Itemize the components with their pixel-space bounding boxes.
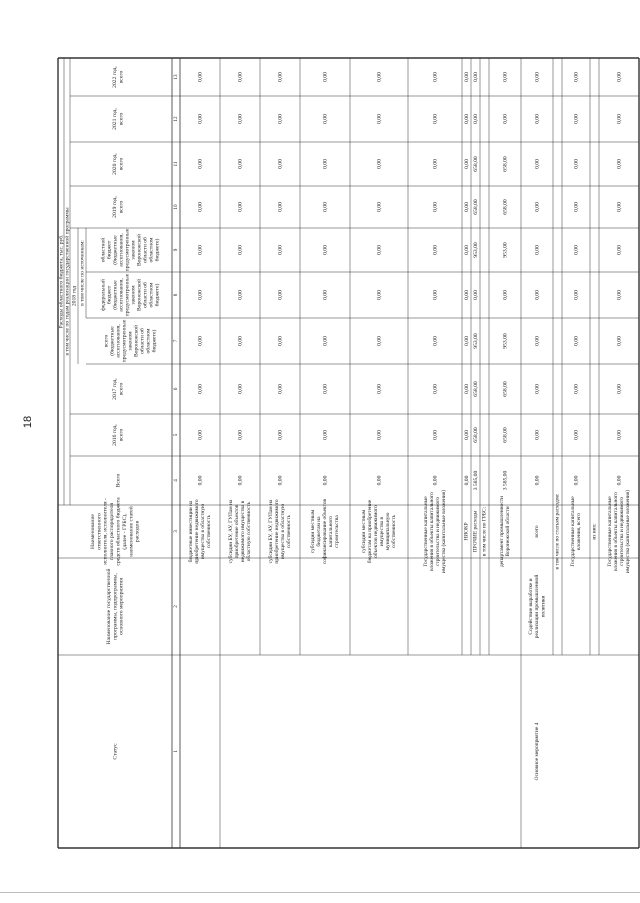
column-number: 5: [173, 433, 180, 437]
header-col7: Воронежской: [133, 324, 140, 358]
header-executor: Наименование: [89, 514, 96, 549]
header-year-2018: 2018 год: [71, 285, 78, 307]
page-number: 18: [22, 415, 34, 429]
header-col7: законом: [127, 331, 134, 351]
row-label: вложения, всего: [576, 513, 583, 550]
header-col9: областной: [100, 237, 107, 263]
row-value: 0,00: [277, 202, 284, 212]
column-number: 1: [173, 750, 180, 753]
row-value: 0,00: [616, 336, 623, 346]
header-col8: федеральный: [100, 279, 107, 311]
row-label: строительства и недвижимого: [619, 496, 626, 567]
header-executor: наименование статей: [128, 506, 135, 557]
header-col8: законом: [130, 285, 137, 305]
row-value: 0,00: [277, 290, 284, 300]
row-value: 0,00: [502, 114, 509, 124]
column-number: 9: [173, 248, 180, 252]
row-value: 0,00: [237, 290, 244, 300]
header-col7: предусмотренные: [121, 319, 128, 363]
row-value: 0,00: [502, 290, 509, 300]
row-label: субсидии местным: [310, 509, 317, 554]
row-label: всего: [534, 525, 541, 538]
row-value: 0,00: [237, 336, 244, 346]
row-label: субсидии БУ, АУ, ГУПам на: [268, 499, 275, 564]
row-value: 0,00: [534, 159, 541, 169]
row-value: 0,00: [573, 159, 580, 169]
row-value: 0,00: [534, 475, 541, 486]
row-value: 0,00: [534, 430, 541, 440]
row-label: в том числе по статьям расходов:: [554, 493, 561, 570]
row-label: вложения в объекты капитального: [429, 492, 436, 571]
row-value: 0,00: [573, 72, 580, 82]
row-value: 0,00: [534, 290, 541, 300]
row-value: 0,00: [616, 114, 623, 124]
row-value: 0,00: [237, 202, 244, 212]
row-value: 0,00: [376, 336, 383, 346]
row-value: 0,00: [534, 72, 541, 82]
header-2019: всего: [118, 200, 125, 214]
header-col7: областном: [145, 328, 152, 354]
header-col8: бюджете): [154, 283, 161, 307]
row-value: 658,00: [502, 381, 509, 397]
header-2020: всего: [118, 157, 125, 171]
row-value: 658,00: [502, 156, 509, 172]
row-label: объектов недвижимого: [373, 505, 380, 558]
row-value: 0,00: [237, 114, 244, 124]
column-number: 12: [173, 116, 180, 122]
row-value: 0,00: [277, 72, 284, 82]
row-value: 0,00: [197, 159, 204, 169]
row-program: реализации промышленной: [534, 574, 541, 639]
header-group-top: Расходы областного бюджета, тыс. руб.: [58, 234, 65, 329]
header-2021: 2021 год,: [112, 108, 119, 130]
row-label: имущества в: [379, 516, 386, 547]
row-value: 0,00: [376, 245, 383, 255]
row-label: строительства: [334, 515, 341, 548]
row-value: 0,00: [432, 202, 439, 212]
row-label: муниципальную: [385, 512, 392, 551]
header-col8: областном: [148, 282, 155, 308]
row-label: департамент промышленности: [499, 496, 506, 567]
header-col9: бюджете): [154, 238, 161, 262]
row-value: 0,00: [463, 475, 470, 486]
row-label: приобретение недвижимого: [274, 499, 281, 564]
row-value: 3 585,00: [472, 470, 479, 491]
row-value: 0,00: [277, 430, 284, 440]
header-col9: бюджет: [106, 240, 113, 260]
row-value: 0,00: [534, 336, 541, 346]
row-value: 0,00: [573, 336, 580, 346]
row-value: 953,00: [502, 333, 509, 349]
row-label: имущества в областную: [200, 503, 207, 560]
column-number: 6: [173, 387, 180, 391]
row-label: строительства и недвижимого: [435, 496, 442, 567]
row-label: недвижимого имущества в: [240, 500, 247, 563]
row-value: 0,00: [463, 159, 470, 169]
row-value: 0,00: [322, 430, 329, 440]
header-2020: 2020 год,: [112, 153, 119, 175]
row-value: 0,00: [197, 475, 204, 486]
row-value: 0,00: [616, 290, 623, 300]
row-value: 0,00: [197, 290, 204, 300]
row-label: бюджетам на приобретение: [367, 499, 374, 564]
row-label: имущества (капитальные вложения): [625, 489, 632, 574]
header-program: программы, подпрограммы,: [112, 573, 119, 640]
column-number: 13: [173, 74, 180, 80]
row-label: Государственные капитальные: [570, 496, 577, 567]
row-label: приобретение объектов: [234, 504, 241, 559]
row-value: 0,00: [277, 475, 284, 486]
row-label: софинансирование объектов: [322, 498, 329, 565]
column-number: 4: [173, 479, 180, 482]
row-value: 0,00: [322, 72, 329, 82]
row-value: 0,00: [197, 202, 204, 212]
row-program: Содействие выработке и: [527, 578, 534, 635]
row-label: субсидии БУ, АУ, ГУПам на: [228, 499, 235, 564]
header-executor: средств областного бюджета: [115, 497, 122, 566]
row-value: 0,00: [463, 430, 470, 440]
row-value: 0,00: [573, 114, 580, 124]
row-label: бюджетные инвестиции на: [188, 500, 195, 563]
header-group-sub: в том числе по годам реализации государственной программы: [64, 207, 71, 356]
row-value: 0,00: [322, 290, 329, 300]
row-value: 953,00: [472, 242, 479, 258]
row-label: из них:: [591, 523, 598, 540]
row-value: 658,00: [472, 381, 479, 397]
header-col8: ассигнования,: [118, 278, 125, 312]
header-col9: (бюджетные: [112, 235, 119, 265]
row-value: 0,00: [616, 72, 623, 82]
header-col8: бюджет: [106, 285, 113, 305]
row-value: 0,00: [197, 430, 204, 440]
row-value: 0,00: [432, 475, 439, 486]
row-value: 0,00: [616, 430, 623, 440]
header-col8: предусмотренные: [124, 273, 131, 317]
row-value: 0,00: [432, 114, 439, 124]
row-label: собственность: [286, 514, 293, 549]
row-value: 0,00: [322, 475, 329, 486]
row-value: 0,00: [237, 430, 244, 440]
header-col9: ассигнования,: [118, 233, 125, 267]
row-label: субсидии местным: [361, 509, 368, 554]
row-value: 0,00: [277, 245, 284, 255]
row-value: 0,00: [463, 202, 470, 212]
row-label: Государственные капитальные: [607, 496, 614, 567]
row-value: 0,00: [573, 290, 580, 300]
row-label: приобретение недвижимого: [194, 499, 201, 564]
row-value: 0,00: [432, 72, 439, 82]
row-value: 0,00: [237, 159, 244, 169]
row-value: 0,00: [534, 245, 541, 255]
row-value: 0,00: [463, 245, 470, 255]
row-label: имущества в областную: [280, 503, 287, 560]
row-value: 0,00: [534, 202, 541, 212]
row-value: 0,00: [376, 384, 383, 394]
row-value: 0,00: [197, 384, 204, 394]
row-label: в том числе по ГРБС:: [481, 506, 488, 557]
row-program: политики: [540, 595, 547, 618]
header-col7: ассигнования,: [115, 324, 122, 358]
header-col7: области об: [139, 328, 146, 354]
row-value: 0,00: [534, 114, 541, 124]
row-value: 0,00: [432, 159, 439, 169]
header-executor: главного распорядителя: [109, 502, 116, 561]
header-2022: всего: [118, 70, 125, 84]
row-label: собственность: [391, 514, 398, 549]
row-label: собственность: [206, 514, 213, 549]
row-value: 658,00: [502, 427, 509, 443]
row-label: бюджетам на: [316, 516, 323, 547]
row-value: 0,00: [463, 290, 470, 300]
row-value: 658,00: [472, 427, 479, 443]
row-value: 0,00: [573, 245, 580, 255]
row-value: 3 585,00: [502, 470, 509, 491]
row-value: 0,00: [376, 159, 383, 169]
header-col7: (бюджетные: [109, 326, 116, 356]
header-2016: 2016 год,: [112, 424, 119, 446]
row-value: 0,00: [432, 430, 439, 440]
row-value: 0,00: [616, 202, 623, 212]
column-number: 8: [173, 293, 180, 297]
row-value: 658,00: [472, 156, 479, 172]
row-value: 0,00: [322, 384, 329, 394]
header-2021: всего: [118, 112, 125, 126]
header-col7: всего: [103, 334, 110, 348]
row-value: 0,00: [322, 202, 329, 212]
header-executor: исполнителя, исполнителя -: [102, 498, 109, 565]
row-value: 0,00: [237, 72, 244, 82]
row-value: 0,00: [616, 245, 623, 255]
row-label: капитального: [328, 516, 335, 547]
row-value: 953,00: [472, 333, 479, 349]
row-value: 0,00: [463, 336, 470, 346]
row-value: 953,00: [502, 242, 509, 258]
row-value: 0,00: [376, 72, 383, 82]
row-label: НИОКР: [463, 522, 470, 541]
header-program: Наименование государственной: [105, 568, 112, 645]
row-value: 0,00: [197, 245, 204, 255]
header-total: Всего: [115, 473, 122, 488]
row-value: 0,00: [463, 384, 470, 394]
row-value: 0,00: [472, 72, 479, 82]
header-2016: всего: [118, 428, 125, 442]
row-value: 0,00: [376, 114, 383, 124]
row-value: 0,00: [463, 72, 470, 82]
row-value: 0,00: [573, 202, 580, 212]
row-value: 0,00: [432, 336, 439, 346]
row-value: 0,00: [237, 384, 244, 394]
row-value: 0,00: [376, 202, 383, 212]
row-value: 658,00: [502, 199, 509, 215]
row-value: 0,00: [463, 114, 470, 124]
row-label: Государственные капитальные: [423, 496, 430, 567]
row-value: 0,00: [322, 245, 329, 255]
row-value: 0,00: [472, 114, 479, 124]
row-value: 0,00: [322, 336, 329, 346]
row-value: 0,00: [502, 72, 509, 82]
header-executor: ответственного: [96, 513, 103, 550]
row-value: 0,00: [534, 384, 541, 394]
row-value: 0,00: [197, 336, 204, 346]
row-value: 0,00: [376, 290, 383, 300]
row-value: 0,00: [616, 475, 623, 486]
header-col8: области об: [142, 282, 149, 308]
row-label: вложения в объекты капитального: [613, 492, 620, 571]
header-executor: расходов: [134, 520, 141, 543]
row-value: 0,00: [472, 290, 479, 300]
header-2022: 2022 год,: [112, 66, 119, 88]
column-number: 7: [173, 339, 180, 343]
row-value: 0,00: [376, 430, 383, 440]
header-col9: законом: [130, 240, 137, 260]
row-value: 0,00: [277, 114, 284, 124]
row-label: имущества (капитальные вложения): [441, 489, 448, 574]
row-value: 0,00: [197, 72, 204, 82]
row-value: 0,00: [197, 114, 204, 124]
row-value: 0,00: [432, 384, 439, 394]
column-number: 10: [173, 204, 180, 210]
row-value: 0,00: [573, 430, 580, 440]
column-number: 3: [173, 530, 180, 533]
header-status: Статус: [112, 743, 119, 760]
row-value: 0,00: [237, 245, 244, 255]
row-value: 0,00: [322, 159, 329, 169]
header-col9: областном: [148, 237, 155, 263]
header-program: основного мероприятия: [118, 578, 125, 635]
header-2017: 2017 год,: [112, 378, 119, 400]
row-label: ПРОЧИЕ расходы: [472, 510, 479, 553]
header-executor: (далее - ГРБС),: [121, 513, 128, 550]
header-col8: Воронежской: [136, 278, 143, 312]
row-value: 0,00: [237, 475, 244, 486]
column-number: 11: [173, 161, 180, 167]
header-col9: предусмотренные: [124, 228, 131, 272]
row-value: 0,00: [322, 114, 329, 124]
row-value: 0,00: [432, 290, 439, 300]
row-value: 0,00: [432, 245, 439, 255]
row-value: 0,00: [616, 159, 623, 169]
row-value: 0,00: [573, 384, 580, 394]
header-sources: в том числе по источникам:: [79, 240, 86, 306]
row-value: 0,00: [616, 384, 623, 394]
row-value: 0,00: [573, 475, 580, 486]
column-number: 2: [173, 605, 180, 608]
row-status: Основное мероприятие 4: [534, 722, 541, 781]
header-col7: бюджете): [151, 329, 158, 353]
header-2019: 2019 год,: [112, 196, 119, 218]
row-label: Воронежской области: [505, 506, 512, 557]
row-label: областную собственность: [246, 501, 253, 562]
header-col9: Воронежской: [136, 233, 143, 267]
header-col9: области об: [142, 237, 149, 263]
row-value: 0,00: [277, 336, 284, 346]
row-value: 658,00: [472, 199, 479, 215]
row-value: 0,00: [277, 159, 284, 169]
header-2017: всего: [118, 382, 125, 396]
row-value: 0,00: [376, 475, 383, 486]
header-col8: (бюджетные: [112, 280, 119, 310]
row-value: 0,00: [277, 384, 284, 394]
scan-bottom-edge: [0, 892, 640, 893]
